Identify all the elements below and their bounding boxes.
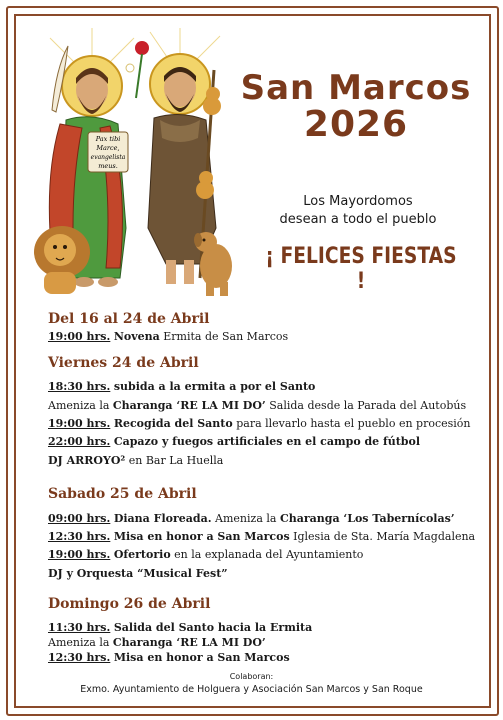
schedule-line [48, 621, 312, 634]
event-detail: en la explanada del Ayuntamiento [174, 548, 364, 561]
event: Recogida del Santo [113, 417, 233, 430]
event: Charanga ‘RE LA MI DO’ [112, 399, 266, 412]
section-heading-sabado: Sabado 25 de Abril [48, 486, 197, 502]
time: 12:30 hrs. [48, 530, 111, 543]
event: Salida del Santo hacia la Ermita [113, 621, 313, 634]
schedule-line [48, 530, 475, 543]
event: subida a la ermita a por el Santo [113, 380, 316, 393]
event: DJ y Orquesta “Musical Fest” [48, 567, 228, 580]
event-band: Charanga ‘Los Tabernícolas’ [279, 512, 455, 525]
event: Diana Floreada. [113, 512, 212, 525]
greeting-line1: Los Mayordomos [303, 194, 413, 209]
event: Novena [113, 330, 160, 343]
event: Misa en honor a San Marcos [113, 651, 290, 664]
schedule-line [48, 417, 471, 430]
event-prefix: Ameniza la [48, 636, 110, 649]
schedule-line [48, 512, 455, 525]
time: 18:30 hrs. [48, 380, 111, 393]
footer-sponsors: Exmo. Ayuntamiento de Holguera y Asociación San Marcos y San Roque [80, 684, 423, 695]
event: Charanga ‘RE LA MI DO’ [112, 636, 266, 649]
felices-fiestas-banner: ¡ FELICES FIESTAS ! [265, 244, 457, 294]
schedule-line [48, 435, 420, 448]
time: 19:00 hrs. [48, 417, 111, 430]
schedule-line [48, 651, 290, 664]
schedule-line [48, 399, 466, 412]
scroll-text-3: evangelista [90, 154, 126, 161]
time: 19:00 hrs. [48, 548, 111, 561]
event-prefix: Ameniza la [48, 399, 110, 412]
footer-label: Colaboran: [229, 672, 274, 681]
schedule-line [48, 567, 228, 580]
event: Capazo y fuegos artificiales en el campo de fútbol [113, 435, 421, 448]
event: Ofertorio [113, 548, 171, 561]
rose-icon [135, 41, 149, 55]
schedule-line [48, 636, 266, 649]
event-detail: Iglesia de Sta. María Magdalena [293, 530, 476, 543]
event-detail: Ermita de San Marcos [163, 330, 289, 343]
event-detail: Salida desde la Parada del Autobús [269, 399, 467, 412]
saints-illustration [30, 28, 236, 300]
section-heading-novena: Del 16 al 24 de Abril [48, 311, 210, 327]
schedule-line [48, 380, 315, 393]
page-title-line1: San Marcos [240, 68, 472, 108]
time: 09:00 hrs. [48, 512, 111, 525]
scroll-text-1: Pax tibi [95, 135, 121, 143]
section-heading-viernes: Viernes 24 de Abril [48, 355, 199, 371]
event-middle: Ameniza la [215, 512, 277, 525]
schedule-line [48, 330, 288, 343]
time: 22:00 hrs. [48, 435, 111, 448]
time: 19:00 hrs. [48, 330, 111, 343]
event: Misa en honor a San Marcos [113, 530, 290, 543]
schedule-line [48, 454, 223, 467]
schedule-line [48, 548, 363, 561]
time: 11:30 hrs. [48, 621, 111, 634]
greeting-line2: desean a todo el pueblo [279, 212, 437, 227]
section-heading-domingo: Domingo 26 de Abril [48, 596, 211, 612]
event-detail: para llevarlo hasta el pueblo en procesión [236, 417, 471, 430]
time: 12:30 hrs. [48, 651, 111, 664]
page-title-year: 2026 [303, 104, 409, 145]
event-detail: en Bar La Huella [128, 454, 224, 467]
scroll-text-4: meus. [98, 162, 118, 170]
scroll-text-2: Marce, [96, 144, 120, 152]
event: DJ ARROYO² [48, 454, 126, 467]
